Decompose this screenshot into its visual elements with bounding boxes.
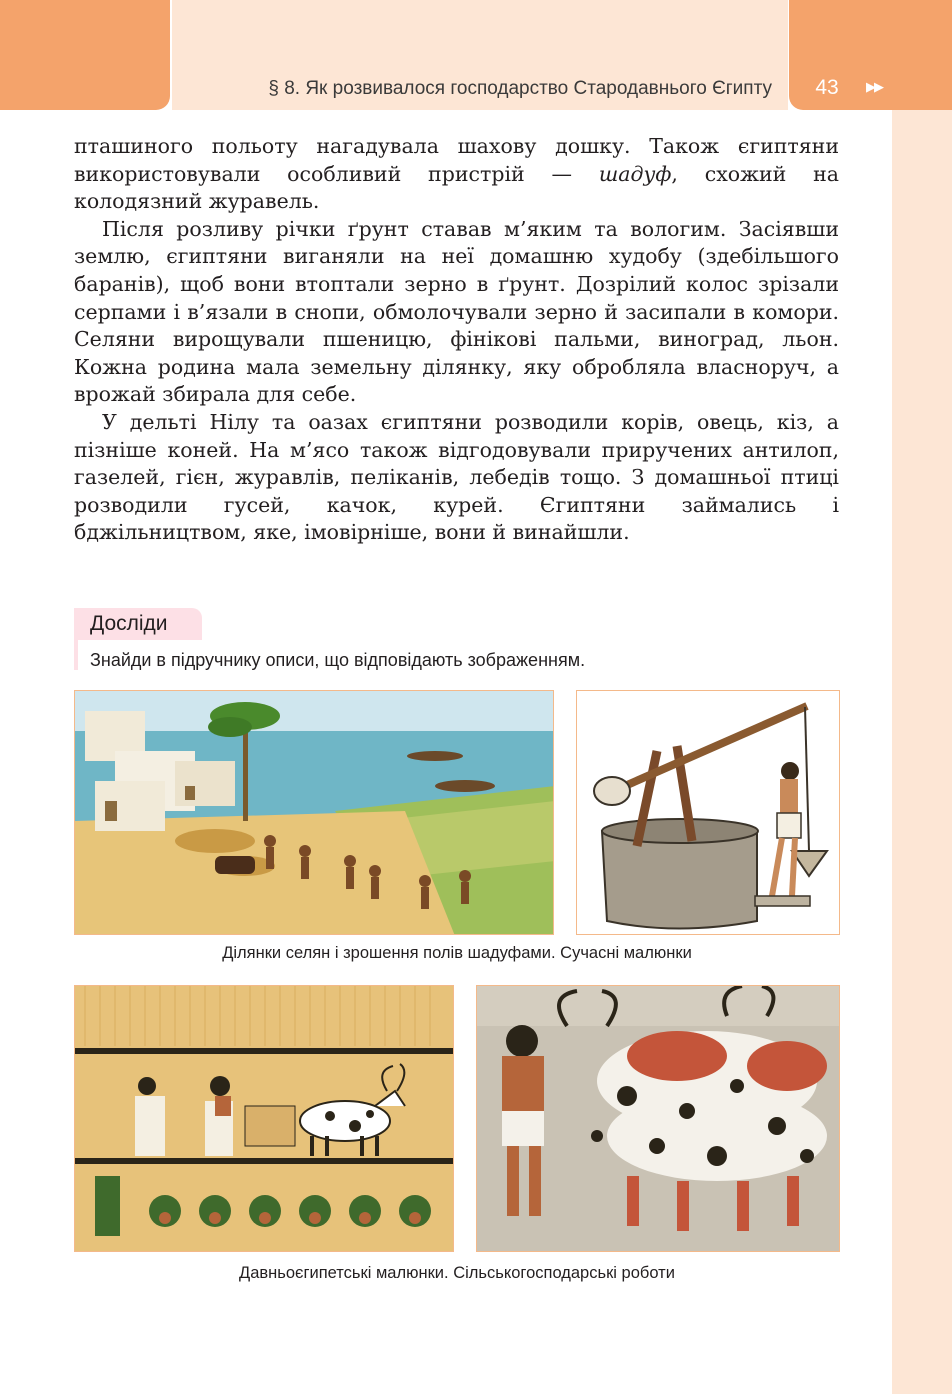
- caption-top: Ділянки селян і зрошення полів шадуфами. Сучасні малюнки: [222, 944, 692, 962]
- research-task: Знайди в підручнику описи, що відповідають зображенням.: [90, 650, 586, 670]
- body-text: [74, 133, 839, 547]
- term-shaduf: шадуф: [598, 161, 672, 186]
- research-title: Досліди: [90, 612, 168, 635]
- caption-bottom: Давньоєгипетські малюнки. Сільськогосподарські роботи: [239, 1264, 675, 1282]
- side-strip: [892, 110, 952, 1394]
- shaduf-drawing-image: [576, 690, 840, 935]
- running-head: § 8. Як розвивалося господарство Стародавнього Єгипту: [268, 78, 772, 99]
- research-side-line: [74, 640, 78, 670]
- paragraph-3: У дельті Нілу та оазах єгиптяни розводили корів, овець, кіз, а пізніше коней. На м’ясо також відгодовували приручених антилоп, газелей, гієн, журавлів, пеліканів, лебедів тощо. З домашньої птиці розводили гусей, качок, курей. Єгиптяни займались і бджільництвом, яке, імовірніше, вони й винайшли.: [74, 409, 839, 545]
- next-arrows-icon: ▶▶: [866, 80, 882, 95]
- paragraph-2: Після розливу річки ґрунт ставав м’яким та вологим. Засіявши землю, єгиптяни виганяли на неї домашню худобу (здебільшого баранів), щоб вони втоптали зерно в ґрунт. Дозрілий колос зрізали серпами і в’язали в снопи, обмолочували зерно й засипали в комори. Селяни вирощували пшеницю, фінікові пальми, виноград, льон. Кожна родина мала земельну ділянку, яку обробляла власноруч, а врожай збирала для себе.: [74, 216, 839, 407]
- header-left-block: [0, 0, 170, 110]
- village-fields-image: [74, 690, 554, 935]
- ancient-cattle-fresco: [476, 985, 840, 1252]
- page-number: 43: [815, 76, 839, 99]
- paragraph-1: пташиного польоту нагадувала шахову дошку. Також єгиптяни використовували особливий пристрій — шадуф, схожий на колодязний журавель.: [74, 134, 839, 214]
- ancient-plowing-fresco: [74, 985, 454, 1252]
